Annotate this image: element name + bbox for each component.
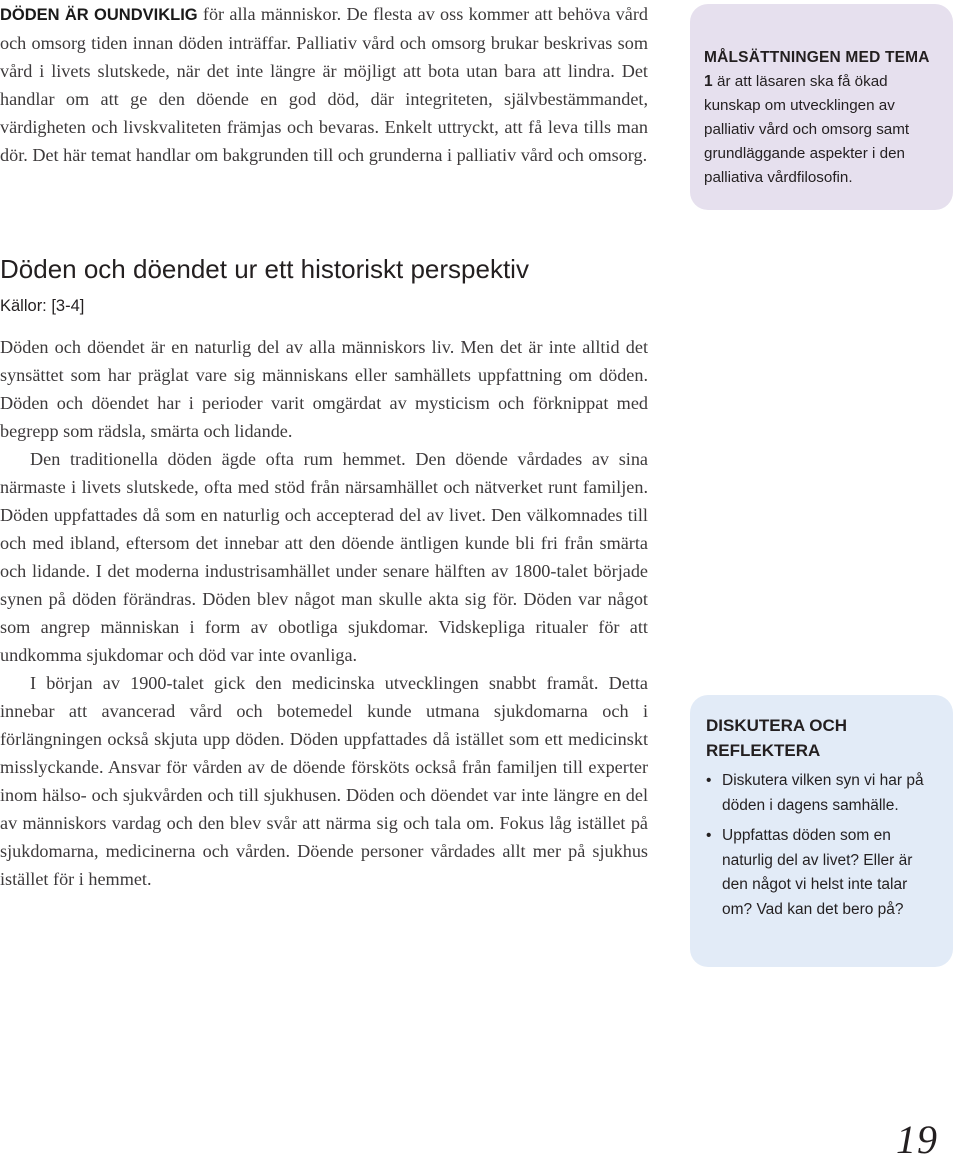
- discuss-item-text: Uppfattas döden som en naturlig del av livet? Eller är den något vi helst inte talar om? Vad kan det bero på?: [722, 827, 913, 918]
- discuss-box: [690, 695, 953, 967]
- discuss-item: [706, 824, 939, 922]
- goal-box: [690, 4, 953, 210]
- sources-line: Källor: [3-4]: [0, 297, 85, 315]
- body-paragraph-2: Den traditionella döden ägde ofta rum hemmet. Den döende vårdades av sina närmaste i livets slutskede, ofta med stöd från närsamhället och nätverket runt familjen. Döden uppfattades då som en naturlig och accepterad del av livet. Den välkomnades till och med ibland, eftersom det innebar att den döende äntligen kunde bli fri från smärta och lidande. I det moderna industrisamhället under senare hälften av 1800-talet började synen på döden förändras. Döden blev något man skulle akta sig för. Döden var något som angrep människan i form av obotliga sjukdomar. Vidskepliga ritualer för att undkomma sjukdomar och död var inte ovanliga.: [0, 449, 648, 665]
- discuss-title: DISKUTERA OCH REFLEKTERA: [706, 716, 848, 760]
- section-body: [0, 333, 648, 893]
- intro-lead: DÖDEN ÄR OUNDVIKLIG: [0, 6, 198, 24]
- section-heading: Döden och döendet ur ett historiskt perspektiv: [0, 254, 529, 284]
- bullet-icon: •: [706, 772, 712, 789]
- intro-text: för alla människor. De flesta av oss kommer att behöva vård och omsorg tiden innan döden inträffar. Palliativ vård och omsorg brukar beskrivas som vård i livets slutskede, när det inte längre är möjligt att bota utan bara att lindra. Det handlar om att ge den döende en god död, där integriteten, självbestämmandet, värdigheten och livskvaliteten främjas och bevaras. Enkelt uttryckt, att få leva tills man dör. Det här temat handlar om bakgrunden till och grunderna i palliativ vård och omsorg.: [0, 4, 649, 165]
- page-number: 19: [896, 1117, 938, 1162]
- discuss-item: [706, 769, 939, 818]
- intro-paragraph: [0, 0, 648, 169]
- discuss-list: [706, 769, 939, 922]
- bullet-icon: •: [706, 827, 712, 844]
- goal-lead: MÅLSÄTTNINGEN MED TEMA 1: [704, 49, 930, 90]
- goal-text: är att läsaren ska få ökad kunskap om utvecklingen av palliativ vård och omsorg samt grundläggande aspekter i den palliativa vårdfilosofin.: [704, 73, 910, 186]
- discuss-item-text: Diskutera vilken syn vi har på döden i dagens samhälle.: [722, 772, 924, 814]
- body-paragraph-3: I början av 1900-talet gick den medicinska utvecklingen snabbt framåt. Detta innebar att avancerad vård och botemedel kunde utmana sjukdomarna och i förlängningen också skjuta upp döden. Döden uppfattades då istället som ett medicinskt misslyckande. Ansvar för vården av de döende försköts också från familjen till experter inom hälso- och sjukvården och till sjukhusen. Döden och döendet var inte längre en del av människors vardag och den blev svår att närma sig och tala om. Fokus låg istället på sjukdomarna, medicinerna och vården. Döende personer vårdades allt mer på sjukhus istället för i hemmet.: [0, 673, 648, 889]
- body-paragraph-1: Döden och döendet är en naturlig del av alla människors liv. Men det är inte alltid det synsättet som har präglat vare sig människans eller samhällets uppfattning om döden. Döden och döendet har i perioder varit omgärdat av mysticism och förknippat med begrepp som rädsla, smärta och lidande.: [0, 337, 648, 441]
